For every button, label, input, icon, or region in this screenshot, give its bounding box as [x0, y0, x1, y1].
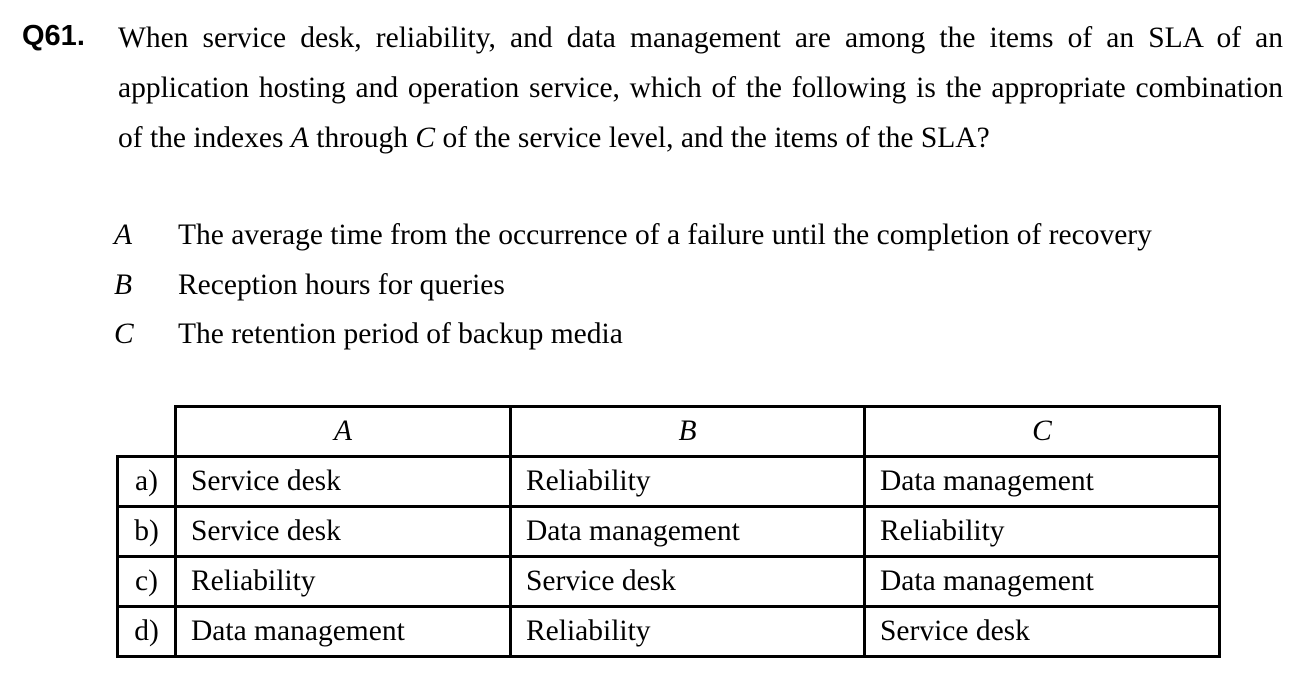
index-description: The retention period of backup media — [178, 318, 623, 350]
question-index-a: A — [290, 122, 309, 154]
question-text-part1: When service desk, reliability, and data management are among the items of an SLA of an application hosting and operation service, which of the following is the appropriate combination of the indexes — [118, 22, 1283, 154]
index-description: The average time from the occurrence of a failure until the completion of recovery — [178, 219, 1152, 251]
table-row-option-b[interactable] — [118, 507, 1220, 557]
table-cell: Reliability — [511, 457, 865, 507]
option-label[interactable]: d) — [118, 607, 176, 657]
table-cell: Reliability — [511, 607, 865, 657]
table-cell: Reliability — [865, 507, 1220, 557]
table-header-row — [118, 407, 1220, 457]
column-header-b: B — [511, 407, 865, 457]
answer-options-table — [116, 405, 1221, 658]
column-header-c: C — [865, 407, 1220, 457]
table-row-option-a[interactable] — [118, 457, 1220, 507]
table-cell: Data management — [511, 507, 865, 557]
option-label[interactable]: c) — [118, 557, 176, 607]
column-header-a: A — [176, 407, 511, 457]
question-number: Q61. — [22, 20, 85, 52]
table-cell: Service desk — [865, 607, 1220, 657]
option-label[interactable]: b) — [118, 507, 176, 557]
table-cell: Service desk — [176, 507, 511, 557]
question-text — [118, 13, 1283, 163]
table-cell: Data management — [865, 557, 1220, 607]
table-cell: Reliability — [176, 557, 511, 607]
question-text-part2: through — [308, 122, 416, 154]
table-row-option-d[interactable] — [118, 607, 1220, 657]
question-index-c: C — [415, 122, 436, 154]
table-cell: Service desk — [511, 557, 865, 607]
table-cell: Data management — [865, 457, 1220, 507]
table-corner — [118, 407, 176, 457]
table-row-option-c[interactable] — [118, 557, 1220, 607]
index-letter: A — [114, 219, 133, 251]
index-description: Reception hours for queries — [178, 269, 505, 301]
table-cell: Service desk — [176, 457, 511, 507]
index-letter: B — [114, 269, 133, 301]
option-label[interactable]: a) — [118, 457, 176, 507]
question-text-part3: of the service level, and the items of the SLA? — [435, 122, 990, 154]
index-letter: C — [114, 318, 134, 350]
table-cell: Data management — [176, 607, 511, 657]
